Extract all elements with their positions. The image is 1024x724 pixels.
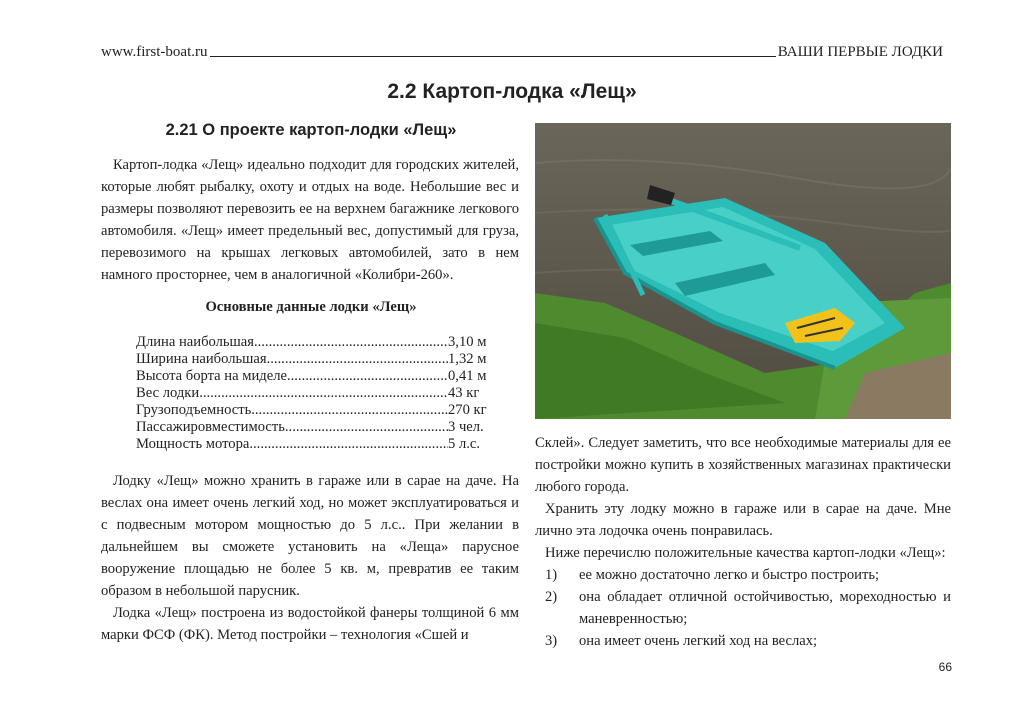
boat-photo-illustration — [535, 123, 951, 419]
right-paragraph-3: Ниже перечислю положительные качества картоп-лодки «Лещ»: — [545, 545, 946, 561]
spec-value: 270 кг — [448, 402, 487, 418]
boat-photo — [535, 123, 951, 419]
list-number: 1) — [545, 567, 558, 583]
list-text: она обладает отличной остойчивостью, мореходностью и маневренностью; — [579, 589, 951, 627]
spec-row — [136, 436, 488, 453]
storage-paragraph: Лодку «Лещ» можно хранить в гараже или в сарае на даче. На веслах она имеет очень легкий ход, но может эксплуатироваться и с подвесным мотором мощностью до 5 л.с.. При желании в дальнейшем вы сможете установить на «Леща» парусное вооружение площадью не более 5 кв. м, превратив ее таким образом в небольшой парусник. — [101, 473, 519, 599]
spec-value: 0,41 м — [448, 368, 487, 384]
qualities-list — [535, 564, 951, 652]
spec-value: 5 л.с. — [448, 436, 481, 452]
list-number: 3) — [545, 633, 558, 649]
site-url: www.first-boat.ru — [101, 44, 208, 60]
construction-paragraph: Лодка «Лещ» построена из водостойкой фанеры толщиной 6 мм марки ФСФ (ФК). Метод постройки – технология «Сшей и — [101, 605, 519, 643]
right-paragraph-1: Склей». Следует заметить, что все необходимые материалы для ее постройки можно купить в хозяйственных магазинах практически любого города. — [535, 435, 951, 495]
spec-value: 43 кг — [448, 385, 480, 401]
page-header — [101, 44, 943, 61]
header-rule — [210, 56, 776, 57]
right-paragraph-2: Хранить эту лодку можно в гараже или в сарае на даче. Мне лично эта лодочка очень понравилась. — [535, 501, 951, 539]
spec-label: Высота борта на миделе — [136, 368, 287, 384]
list-text: она имеет очень легкий ход на веслах; — [579, 633, 818, 649]
spec-row — [136, 368, 488, 385]
list-item — [535, 630, 951, 652]
spec-label: Грузоподъемность — [136, 402, 252, 418]
list-item — [535, 586, 951, 630]
spec-value: 3,10 м — [448, 334, 487, 350]
spec-label: Мощность мотора — [136, 436, 250, 452]
spec-label: Ширина наибольшая — [136, 351, 267, 367]
list-item — [535, 564, 951, 586]
intro-paragraph: Картоп-лодка «Лещ» идеально подходит для городских жителей, которые любят рыбалку, охоту и отдых на воде. Небольшие вес и размеры позволяют перевозить ее на верхнем багажнике легкового автомобиля. «Лещ» имеет предельный вес, допустимый для груза, перевозимого на крышах легковых автомобилей, зато в нем намного просторнее, чем в аналогичной «Колибри-260». — [101, 157, 519, 283]
specs-list — [136, 334, 488, 453]
page-title: 2.2 Картоп-лодка «Лещ» — [387, 80, 637, 103]
list-number: 2) — [545, 589, 558, 605]
spec-row — [136, 419, 488, 436]
spec-row — [136, 351, 488, 368]
spec-row — [136, 334, 488, 351]
spec-label: Пассажировместимость — [136, 419, 285, 435]
spec-label: Вес лодки — [136, 385, 200, 401]
specs-title: Основные данные лодки «Лещ» — [205, 299, 417, 315]
list-text: ее можно достаточно легко и быстро построить; — [579, 567, 880, 583]
spec-value: 1,32 м — [448, 351, 487, 367]
spec-label: Длина наибольшая — [136, 334, 254, 350]
spec-row — [136, 402, 488, 419]
section-name: ВАШИ ПЕРВЫЕ ЛОДКИ — [777, 44, 943, 60]
section-subtitle: 2.21 О проекте картоп-лодки «Лещ» — [165, 121, 457, 139]
page-number: 66 — [938, 660, 952, 674]
spec-value: 3 чел. — [448, 419, 484, 435]
spec-row — [136, 385, 488, 402]
